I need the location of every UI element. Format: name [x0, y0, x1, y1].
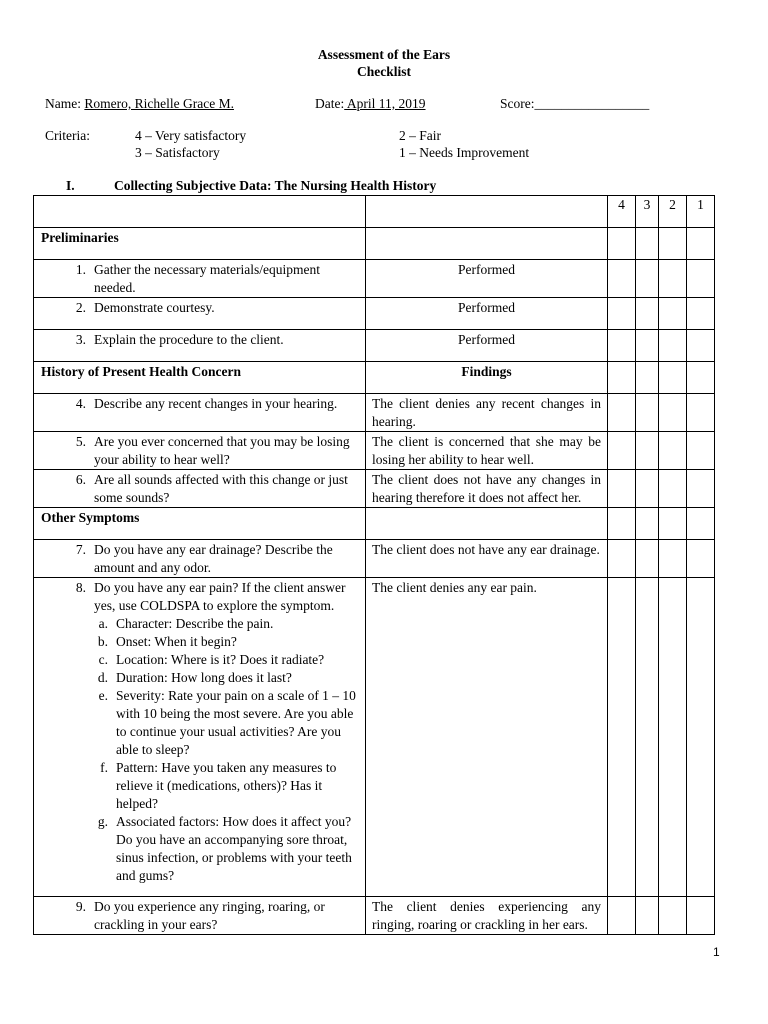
score-col-3: 3 — [636, 196, 659, 228]
item-number: 6. — [75, 472, 86, 487]
score-field — [500, 95, 649, 113]
item-number: 5. — [75, 434, 86, 449]
sub-item-text: Associated factors: How does it affect you? Do you have an accompanying sore throat, sinus infection, or problems with your teeth and gums? — [116, 814, 352, 883]
score-col-1: 1 — [687, 196, 715, 228]
item-finding: Performed — [366, 330, 608, 362]
score-cell[interactable] — [687, 394, 715, 432]
score-cell[interactable] — [636, 330, 659, 362]
section-number: I. — [66, 178, 75, 193]
score-col-2: 2 — [659, 196, 687, 228]
item-text: Describe any recent changes in your hearing. — [94, 396, 338, 411]
item-text: Explain the procedure to the client. — [94, 332, 284, 347]
item-finding: The client denies experiencing any ringing, roaring or crackling in her ears. — [366, 897, 608, 935]
criteria-legend — [45, 127, 745, 163]
item-number: 7. — [75, 542, 86, 557]
history-header: History of Present Health Concern — [34, 362, 366, 394]
item-number: 8. — [75, 580, 86, 595]
table-row — [34, 298, 715, 330]
section-title: Collecting Subjective Data: The Nursing Health History — [114, 178, 437, 193]
sub-item-text: Location: Where is it? Does it radiate? — [116, 652, 325, 667]
score-cell[interactable] — [687, 897, 715, 935]
table-row — [34, 330, 715, 362]
score-cell[interactable] — [659, 897, 687, 935]
date-field — [315, 95, 426, 113]
item-number: 3. — [75, 332, 86, 347]
score-cell[interactable] — [659, 540, 687, 578]
score-header-row — [34, 196, 715, 228]
score-cell[interactable] — [608, 578, 636, 897]
document-title — [0, 46, 768, 80]
name-value: Romero, Richelle Grace M. — [84, 96, 234, 111]
item-text: Demonstrate courtesy. — [94, 300, 215, 315]
table-row — [34, 540, 715, 578]
item-finding: Performed — [366, 260, 608, 298]
findings-header: Findings — [366, 362, 608, 394]
score-cell[interactable] — [608, 432, 636, 470]
page-number: 1 — [713, 945, 720, 959]
item-finding: The client does not have any changes in hearing therefore it does not affect her. — [366, 470, 608, 508]
date-value: April 11, 2019 — [344, 96, 426, 111]
table-row — [34, 470, 715, 508]
score-cell[interactable] — [636, 897, 659, 935]
score-cell[interactable] — [636, 394, 659, 432]
item-number: 9. — [75, 899, 86, 914]
item-finding: Performed — [366, 298, 608, 330]
score-cell[interactable] — [659, 470, 687, 508]
sub-item-letter: f. — [100, 760, 108, 775]
table-row — [34, 260, 715, 298]
score-cell[interactable] — [687, 330, 715, 362]
item-number: 4. — [75, 396, 86, 411]
item-finding: The client is concerned that she may be losing her ability to hear well. — [366, 432, 608, 470]
score-value: _________________ — [534, 96, 650, 111]
score-cell[interactable] — [687, 260, 715, 298]
score-cell[interactable] — [608, 470, 636, 508]
criteria-3: 3 – Satisfactory — [135, 145, 220, 160]
score-cell[interactable] — [636, 470, 659, 508]
score-cell[interactable] — [659, 578, 687, 897]
table-row — [34, 432, 715, 470]
score-cell[interactable] — [636, 432, 659, 470]
title-line-2: Checklist — [357, 64, 411, 79]
sub-item-letter: e. — [98, 688, 108, 703]
criteria-2: 2 – Fair — [399, 128, 441, 143]
sub-item-letter: g. — [97, 814, 108, 829]
score-cell[interactable] — [636, 540, 659, 578]
date-label: Date: — [315, 96, 345, 111]
history-header-row — [34, 362, 715, 394]
table-row — [34, 897, 715, 935]
score-label: Score: — [500, 96, 535, 111]
checklist-table — [33, 195, 715, 935]
score-cell[interactable] — [659, 330, 687, 362]
score-cell[interactable] — [687, 432, 715, 470]
table-row — [34, 578, 715, 897]
score-cell[interactable] — [608, 897, 636, 935]
sub-item-text: Severity: Rate your pain on a scale of 1 – 10 with 10 being the most severe. Are you able to continue your usual activities? Are you able to sleep? — [116, 688, 356, 757]
score-cell[interactable] — [608, 540, 636, 578]
item-text: Gather the necessary materials/equipment needed. — [94, 262, 321, 295]
item-text: Do you have any ear drainage? Describe the amount and any odor. — [94, 542, 333, 575]
item-text: Are all sounds affected with this change or just some sounds? — [94, 472, 348, 505]
preliminaries-header-row — [34, 228, 715, 260]
sub-item-text: Pattern: Have you taken any measures to relieve it (medications, others)? Has it helped? — [116, 760, 337, 811]
sub-item-text: Onset: When it begin? — [116, 634, 237, 649]
score-cell[interactable] — [687, 470, 715, 508]
other-symptoms-header: Other Symptoms — [34, 508, 366, 540]
table-row — [34, 394, 715, 432]
score-cell[interactable] — [608, 394, 636, 432]
sub-item-letter: d. — [97, 670, 108, 685]
item-finding: The client denies any ear pain. — [366, 578, 608, 897]
score-col-4: 4 — [608, 196, 636, 228]
score-cell[interactable] — [608, 260, 636, 298]
score-cell[interactable] — [608, 330, 636, 362]
score-cell[interactable] — [636, 298, 659, 330]
score-cell[interactable] — [659, 260, 687, 298]
sub-item-letter: b. — [97, 634, 108, 649]
score-cell[interactable] — [687, 298, 715, 330]
score-cell[interactable] — [608, 298, 636, 330]
preliminaries-header: Preliminaries — [34, 228, 366, 260]
item-number: 2. — [75, 300, 86, 315]
item-text: Do you experience any ringing, roaring, or crackling in your ears? — [94, 899, 325, 932]
item-number: 1. — [75, 262, 86, 277]
item-text: Are you ever concerned that you may be losing your ability to hear well? — [94, 434, 350, 467]
score-cell[interactable] — [659, 394, 687, 432]
criteria-label: Criteria: — [45, 128, 90, 143]
score-cell[interactable] — [636, 578, 659, 897]
item-text: Do you have any ear pain? If the client answer yes, use COLDSPA to explore the symptom. — [94, 580, 346, 613]
criteria-1: 1 – Needs Improvement — [399, 145, 530, 160]
sub-item-letter: a. — [98, 616, 108, 631]
sub-item-text: Character: Describe the pain. — [116, 616, 274, 631]
other-header-row — [34, 508, 715, 540]
name-label: Name: — [45, 96, 85, 111]
title-line-1: Assessment of the Ears — [317, 47, 451, 62]
score-cell[interactable] — [659, 298, 687, 330]
name-field — [45, 95, 234, 113]
score-cell[interactable] — [687, 540, 715, 578]
item-finding: The client does not have any ear drainage. — [366, 540, 608, 578]
score-cell[interactable] — [636, 260, 659, 298]
score-cell[interactable] — [687, 578, 715, 897]
criteria-4: 4 – Very satisfactory — [135, 128, 247, 143]
section-heading — [66, 177, 436, 195]
sub-item-letter: c. — [98, 652, 108, 667]
item-finding: The client denies any recent changes in hearing. — [366, 394, 608, 432]
score-cell[interactable] — [659, 432, 687, 470]
sub-item-text: Duration: How long does it last? — [116, 670, 292, 685]
